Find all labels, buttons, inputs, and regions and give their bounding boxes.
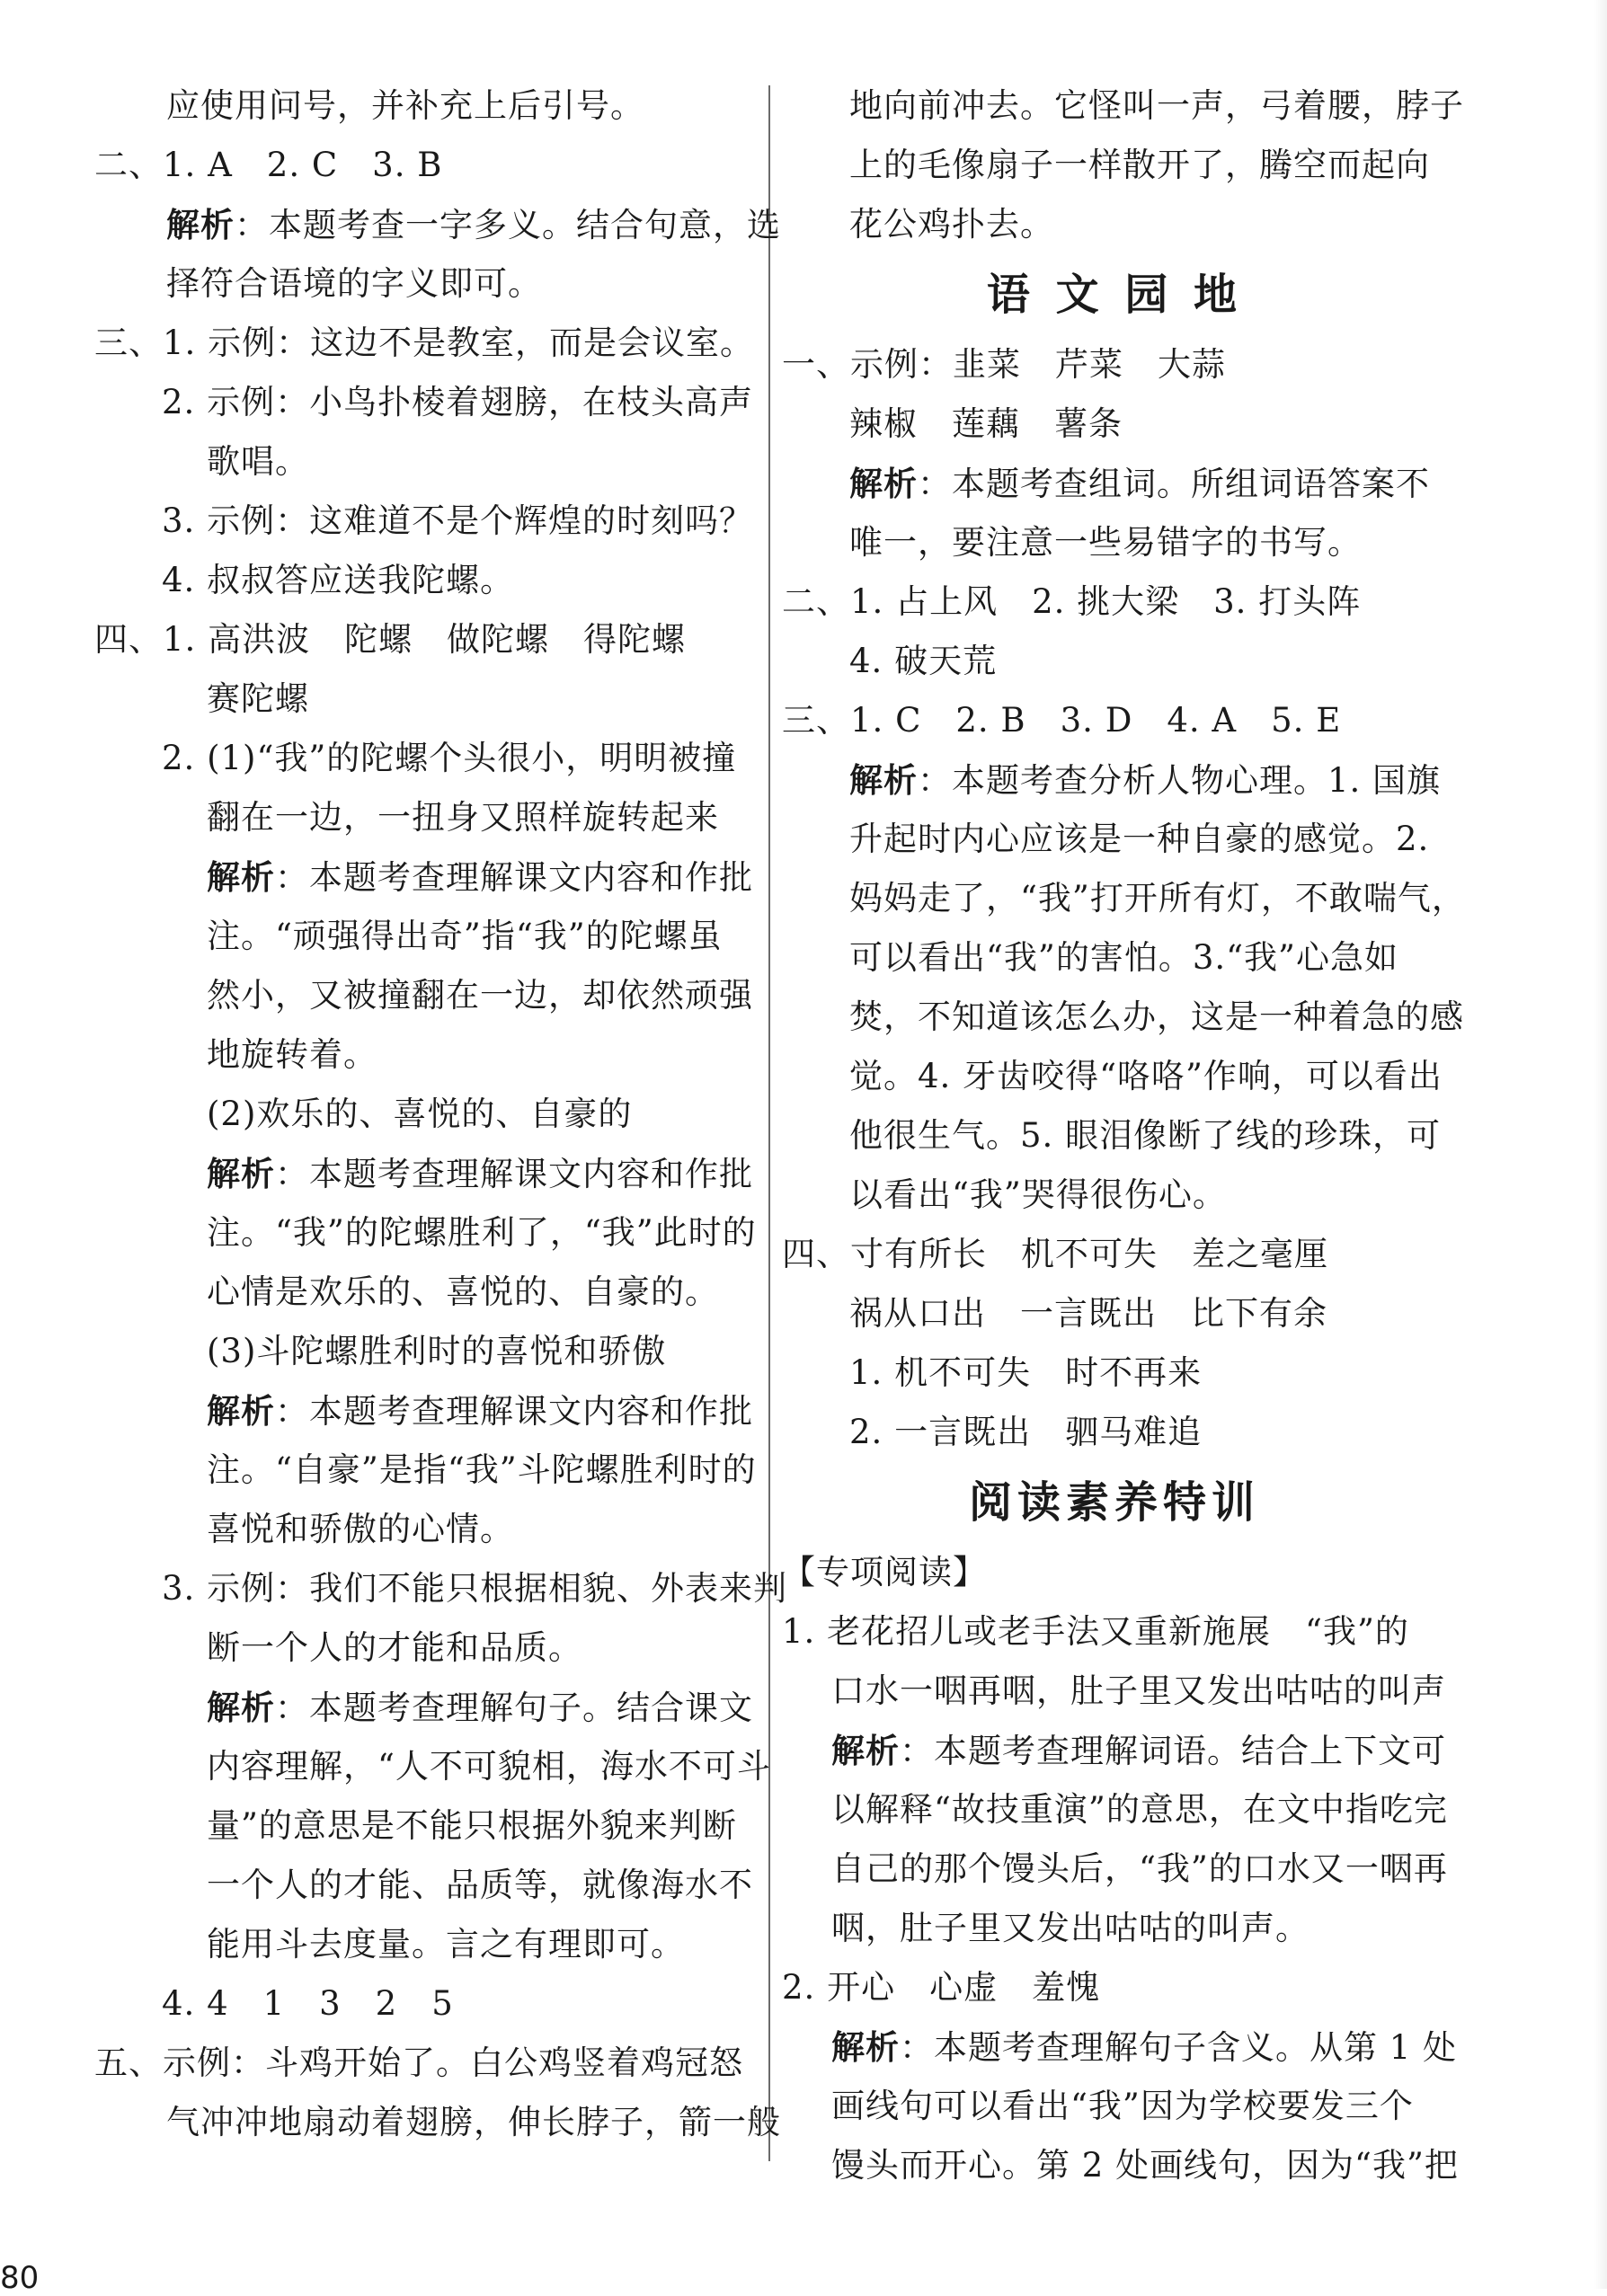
text-line: [94, 551, 759, 610]
line-text: 应使用问号，并补充上后引号。: [166, 86, 644, 125]
line-text: 喜悦和骄傲的心情。: [207, 1510, 514, 1548]
line-text: 辣椒 莲藕 薯条: [849, 404, 1123, 443]
text-line: [94, 1025, 759, 1085]
text-line: [782, 1284, 1447, 1343]
line-text: ：本题考查理解课文内容和作批: [275, 1155, 753, 1193]
line-text: 断一个人的才能和品质。: [207, 1628, 582, 1667]
column-divider: [768, 85, 770, 2161]
text-line: [94, 966, 759, 1025]
text-line: [782, 1543, 1447, 1602]
text-line: [782, 691, 1447, 750]
text-line: [782, 1403, 1447, 1462]
line-text: 三、1. C 2. B 3. D 4. A 5. E: [782, 701, 1342, 740]
line-text: 3. 示例：我们不能只根据相貌、外表来判: [162, 1569, 788, 1608]
text-line: [94, 1618, 759, 1678]
line-text: (2)欢乐的、喜悦的、自豪的: [207, 1095, 633, 1133]
line-text: 然小，又被撞翻在一边，却依然顽强: [207, 976, 753, 1015]
line-text: 三、1. 示例：这边不是教室，而是会议室。: [94, 324, 755, 362]
text-line: [782, 810, 1447, 869]
page-number: 80: [0, 2260, 40, 2296]
text-line: [782, 454, 1447, 513]
text-line: [782, 1047, 1447, 1106]
analysis-label: 解析: [831, 1731, 900, 1770]
text-line: [94, 1203, 759, 1263]
text-line: [782, 195, 1447, 254]
text-line: [782, 513, 1447, 572]
text-line: [94, 729, 759, 788]
line-text: 五、示例：斗鸡开始了。白公鸡竖着鸡冠怒: [94, 2043, 743, 2082]
line-text: 注。“自豪”是指“我”斗陀螺胜利时的: [207, 1450, 757, 1489]
line-text: 他很生气。5. 眼泪像断了线的珍珠，可: [849, 1116, 1442, 1155]
text-line: [94, 2034, 759, 2093]
line-text: 气冲冲地扇动着翅膀，伸长脖子，箭一般: [166, 2103, 781, 2141]
text-line: [782, 928, 1447, 988]
text-line: [782, 394, 1447, 454]
text-line: [94, 2093, 781, 2152]
text-line: [782, 2017, 1458, 2077]
text-line: [94, 847, 759, 907]
line-text: 心情是欢乐的、喜悦的、自豪的。: [207, 1272, 719, 1311]
line-text: 口水一咽再咽，肚子里又发出咕咕的叫声: [831, 1671, 1446, 1710]
text-line: [94, 1974, 759, 2034]
line-text: 馒头而开心。第 2 处画线句，因为“我”把: [831, 2146, 1459, 2185]
text-line: [94, 76, 759, 136]
line-text: 祸从口出 一言既出 比下有余: [849, 1294, 1327, 1333]
text-line: [782, 1166, 1447, 1225]
line-text: 择符合语境的字义即可。: [166, 264, 542, 303]
line-text: 咽，肚子里又发出咕咕的叫声。: [831, 1909, 1310, 1947]
line-text: 注。“我”的陀螺胜利了，“我”此时的: [207, 1213, 757, 1252]
text-line: [94, 1915, 759, 1974]
text-line: [782, 988, 1464, 1047]
analysis-label: 解析: [207, 1154, 275, 1193]
text-line: [782, 1343, 1447, 1403]
line-text: ：本题考查理解课文内容和作批: [275, 858, 753, 897]
line-text: 以解释“故技重演”的意思，在文中指吃完: [831, 1790, 1448, 1829]
text-line: [94, 1678, 759, 1737]
line-text: ：本题考查一字多义。结合句意，选: [235, 206, 781, 244]
line-text: 地向前冲去。它怪叫一声，弓着腰，脖子: [849, 86, 1464, 125]
line-text: 能用斗去度量。言之有理即可。: [207, 1925, 685, 1964]
line-text: 赛陀螺: [207, 679, 309, 718]
text-line: [94, 195, 781, 254]
text-line: [94, 788, 759, 847]
line-text: 唯一，要注意一些易错字的书写。: [849, 523, 1362, 562]
line-text: (3)斗陀螺胜利时的喜悦和骄傲: [207, 1332, 667, 1370]
line-text: 以看出“我”哭得很伤心。: [849, 1175, 1227, 1214]
line-text: 花公鸡扑去。: [849, 205, 1054, 244]
analysis-label: 解析: [166, 205, 235, 244]
text-line: [782, 632, 1447, 691]
text-line: [94, 907, 759, 966]
text-line: [782, 2136, 1459, 2195]
line-text: 1. 老花招儿或老手法又重新施展 “我”的: [782, 1612, 1409, 1651]
line-text: 地旋转着。: [207, 1035, 377, 1074]
line-text: ：本题考查理解句子。结合课文: [275, 1689, 753, 1727]
line-text: 2. (1)“我”的陀螺个头很小，明明被撞: [162, 739, 737, 777]
line-text: 1. 机不可失 时不再来: [849, 1353, 1203, 1392]
text-line: [782, 572, 1447, 632]
line-text: 2. 一言既出 驷马难追: [849, 1413, 1203, 1451]
line-text: 二、1. A 2. C 3. B: [94, 146, 443, 184]
section-heading: 阅读素养特训: [968, 1477, 1260, 1528]
text-line: [782, 136, 1447, 195]
text-line: [94, 1796, 759, 1856]
line-text: 二、1. 占上风 2. 挑大梁 3. 打头阵: [782, 582, 1362, 621]
line-text: 翻在一边，一扭身又照样旋转起来: [207, 798, 719, 837]
line-text: 一个人的才能、品质等，就像海水不: [207, 1866, 753, 1904]
text-line: [94, 136, 759, 195]
line-text: 2. 开心 心虚 羞愧: [782, 1968, 1101, 2007]
text-line: [782, 76, 1464, 136]
right-column: [782, 76, 1466, 2195]
line-text: 【专项阅读】: [782, 1553, 987, 1591]
text-line: [94, 1856, 759, 1915]
analysis-label: 解析: [831, 2027, 900, 2067]
text-line: [782, 1662, 1447, 1721]
line-text: 上的毛像扇子一样散开了，腾空而起向: [849, 146, 1430, 184]
line-text: 觉。4. 牙齿咬得“咯咯”作响，可以看出: [849, 1057, 1443, 1095]
text-line: [94, 1144, 759, 1203]
analysis-label: 解析: [207, 1391, 275, 1431]
text-line: [782, 1225, 1447, 1284]
text-line: [94, 1500, 759, 1559]
analysis-label: 解析: [849, 464, 918, 503]
line-text: 内容理解，“人不可貌相，海水不可斗: [207, 1747, 771, 1786]
line-text: ：本题考查理解句子含义。从第 1 处: [900, 2028, 1458, 2067]
analysis-label: 解析: [849, 760, 918, 800]
analysis-label: 解析: [207, 1688, 275, 1727]
line-text: 焚，不知道该怎么办，这是一种着急的感: [849, 997, 1464, 1036]
line-text: ：本题考查分析人物心理。1. 国旗: [918, 761, 1442, 800]
analysis-label: 解析: [207, 857, 275, 897]
text-line: [782, 1899, 1447, 1958]
line-text: 4. 叔叔答应送我陀螺。: [162, 561, 515, 599]
line-text: ：本题考查理解词语。结合上下文可: [900, 1732, 1446, 1770]
text-line: [782, 1958, 1447, 2017]
line-text: 升起时内心应该是一种自豪的感觉。2.: [849, 820, 1430, 858]
text-line: [782, 1780, 1447, 1839]
text-line: [782, 1721, 1447, 1780]
line-text: 画线句可以看出“我”因为学校要发三个: [831, 2087, 1414, 2125]
line-text: ：本题考查理解课文内容和作批: [275, 1392, 753, 1431]
left-column: [94, 76, 788, 2152]
line-text: 注。“顽强得出奇”指“我”的陀螺虽: [207, 917, 723, 955]
text-line: [94, 610, 759, 669]
line-text: 四、寸有所长 机不可失 差之毫厘: [782, 1235, 1328, 1273]
line-text: ：本题考查组词。所组词语答案不: [918, 465, 1430, 503]
text-line: [782, 1602, 1447, 1662]
text-line: [94, 492, 759, 551]
text-line: [94, 373, 759, 432]
line-text: 量”的意思是不能只根据外貌来判断: [207, 1806, 737, 1845]
text-line: [782, 750, 1447, 810]
text-line: [782, 1839, 1447, 1899]
page-edge-shadow: [1594, 0, 1607, 2289]
line-text: 3. 示例：这难道不是个辉煌的时刻吗？: [162, 501, 754, 540]
text-line: [94, 1737, 771, 1796]
text-line: [94, 1322, 759, 1381]
text-line: [94, 254, 759, 314]
text-line: [94, 1381, 759, 1441]
line-text: 可以看出“我”的害怕。3.“我”心急如: [849, 938, 1398, 977]
text-line: [94, 1441, 759, 1500]
text-line: [94, 1085, 759, 1144]
line-text: 自己的那个馒头后，“我”的口水又一咽再: [831, 1849, 1448, 1888]
line-text: 歌唱。: [207, 442, 309, 481]
line-text: 妈妈走了，“我”打开所有灯，不敢喘气，: [849, 879, 1466, 918]
text-line: [94, 1263, 759, 1322]
line-text: 4. 破天荒: [849, 642, 998, 680]
text-line: [94, 1559, 788, 1618]
text-line: [782, 335, 1447, 394]
text-line: [782, 2077, 1447, 2136]
line-text: 4. 4 1 3 2 5: [162, 1984, 454, 2023]
section-heading: 语 文 园 地: [986, 270, 1243, 320]
line-text: 四、1. 高洪波 陀螺 做陀螺 得陀螺: [94, 620, 687, 659]
text-line: [94, 669, 759, 729]
line-text: 一、示例：韭菜 芹菜 大蒜: [782, 345, 1226, 384]
line-text: 2. 示例：小鸟扑棱着翅膀，在枝头高声: [162, 383, 754, 421]
text-line: [94, 314, 759, 373]
text-line: [782, 869, 1466, 928]
text-line: [782, 1106, 1447, 1166]
text-line: [94, 432, 759, 492]
